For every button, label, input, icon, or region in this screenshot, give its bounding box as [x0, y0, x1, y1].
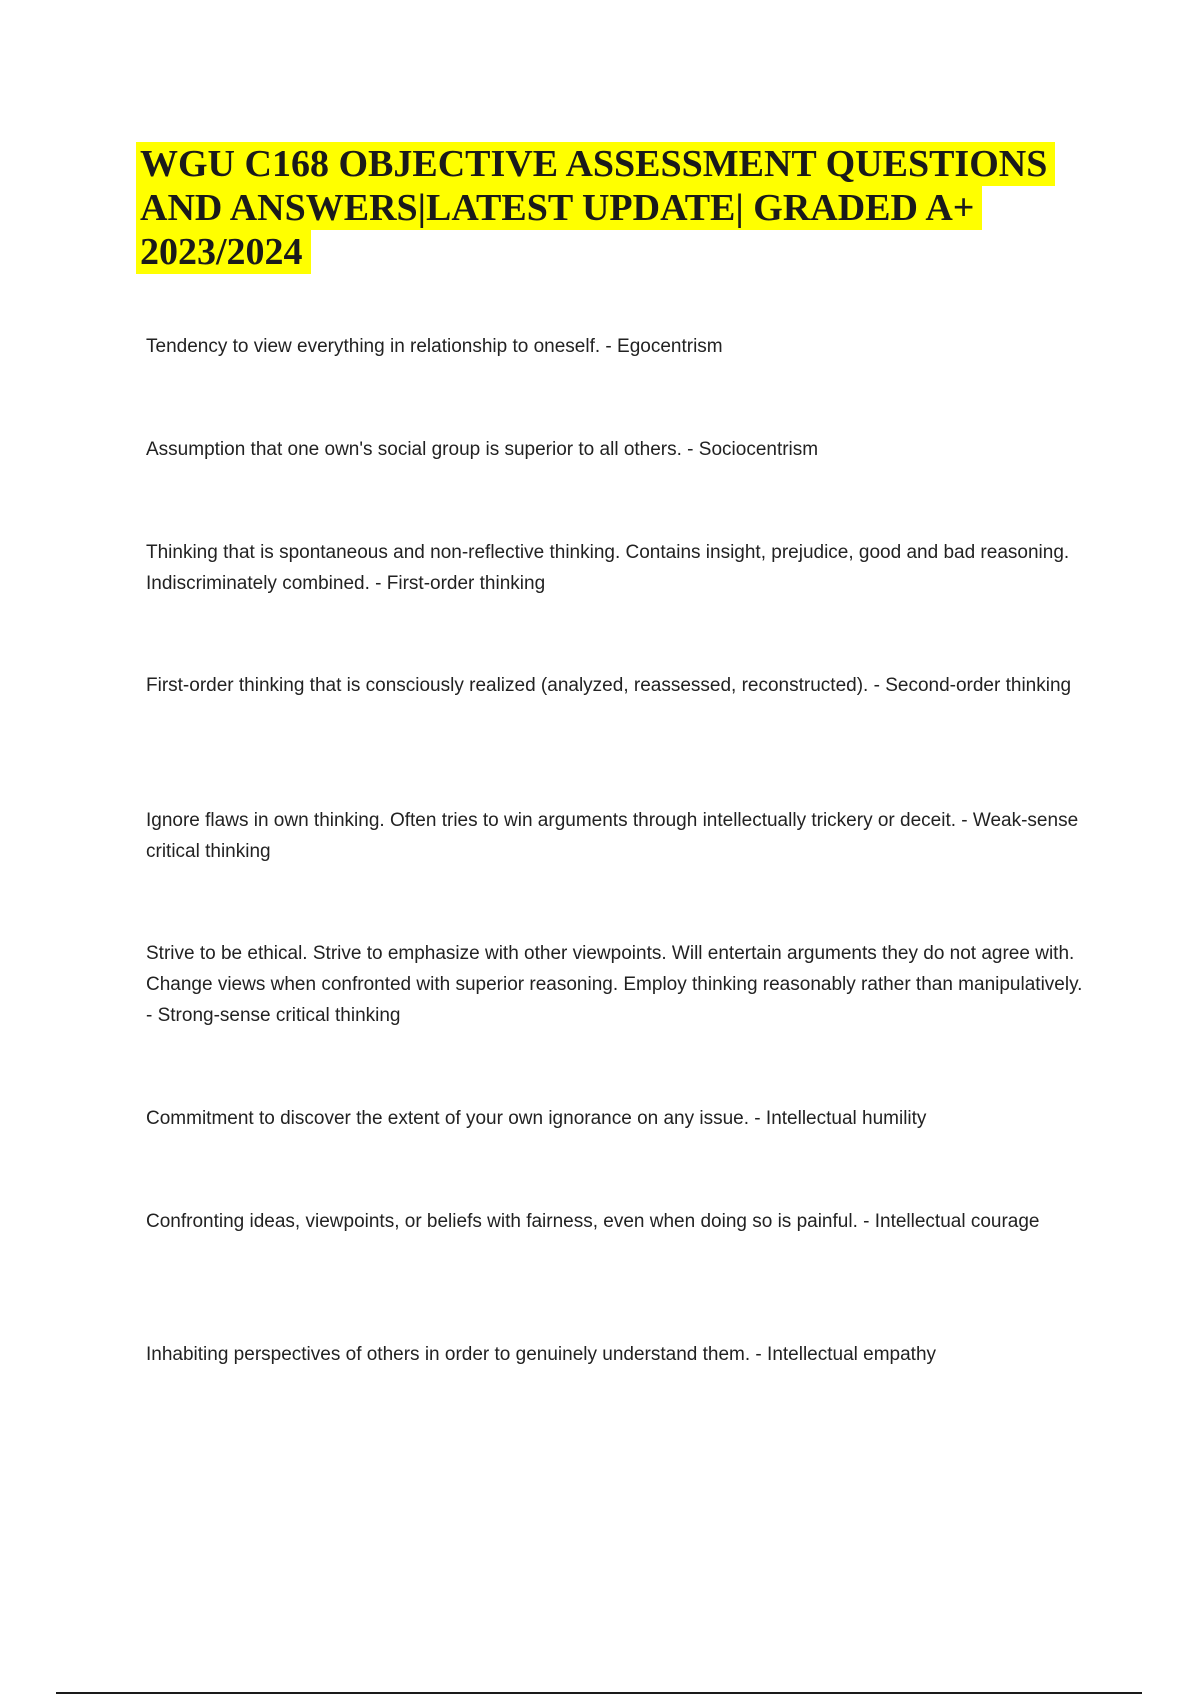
title-line-2: AND ANSWERS|LATEST UPDATE| GRADED A+ 2023/2024: [140, 187, 975, 273]
title-highlight: [136, 142, 1055, 274]
footer-rule: [56, 1692, 1142, 1694]
qa-item-sociocentrism: Assumption that one own's social group is superior to all others. - Sociocentrism: [146, 439, 819, 460]
qa-item-intellectual-humility: Commitment to discover the extent of your own ignorance on any issue. - Intellectual humility: [146, 1108, 927, 1129]
qa-item-strong-sense-critical-thinking: Strive to be ethical. Strive to emphasize with other viewpoints. Will entertain arguments they do not agree with. Change views when confronted with superior reasoning. Employ thinking reasonably rather than manipulatively. - Strong-sense critical thinking: [146, 943, 1083, 1026]
title-line-1: WGU C168 OBJECTIVE ASSESSMENT QUESTIONS: [140, 143, 1048, 185]
qa-item-first-order-thinking: Thinking that is spontaneous and non-reflective thinking. Contains insight, prejudice, good and bad reasoning. Indiscriminately combined. - First-order thinking: [146, 542, 1070, 594]
qa-item-egocentrism: Tendency to view everything in relationship to oneself. - Egocentrism: [146, 336, 723, 357]
page-title: [140, 142, 1140, 274]
qa-item-intellectual-courage: Confronting ideas, viewpoints, or beliefs with fairness, even when doing so is painful. - Intellectual courage: [146, 1211, 1040, 1232]
qa-item-weak-sense-critical-thinking: Ignore flaws in own thinking. Often tries to win arguments through intellectually trickery or deceit. - Weak-sense critical thinking: [146, 810, 1079, 862]
qa-item-intellectual-empathy: Inhabiting perspectives of others in order to genuinely understand them. - Intellectual empathy: [146, 1344, 937, 1365]
qa-item-second-order-thinking: First-order thinking that is consciously realized (analyzed, reassessed, reconstructed). - Second-order thinking: [146, 675, 1072, 696]
